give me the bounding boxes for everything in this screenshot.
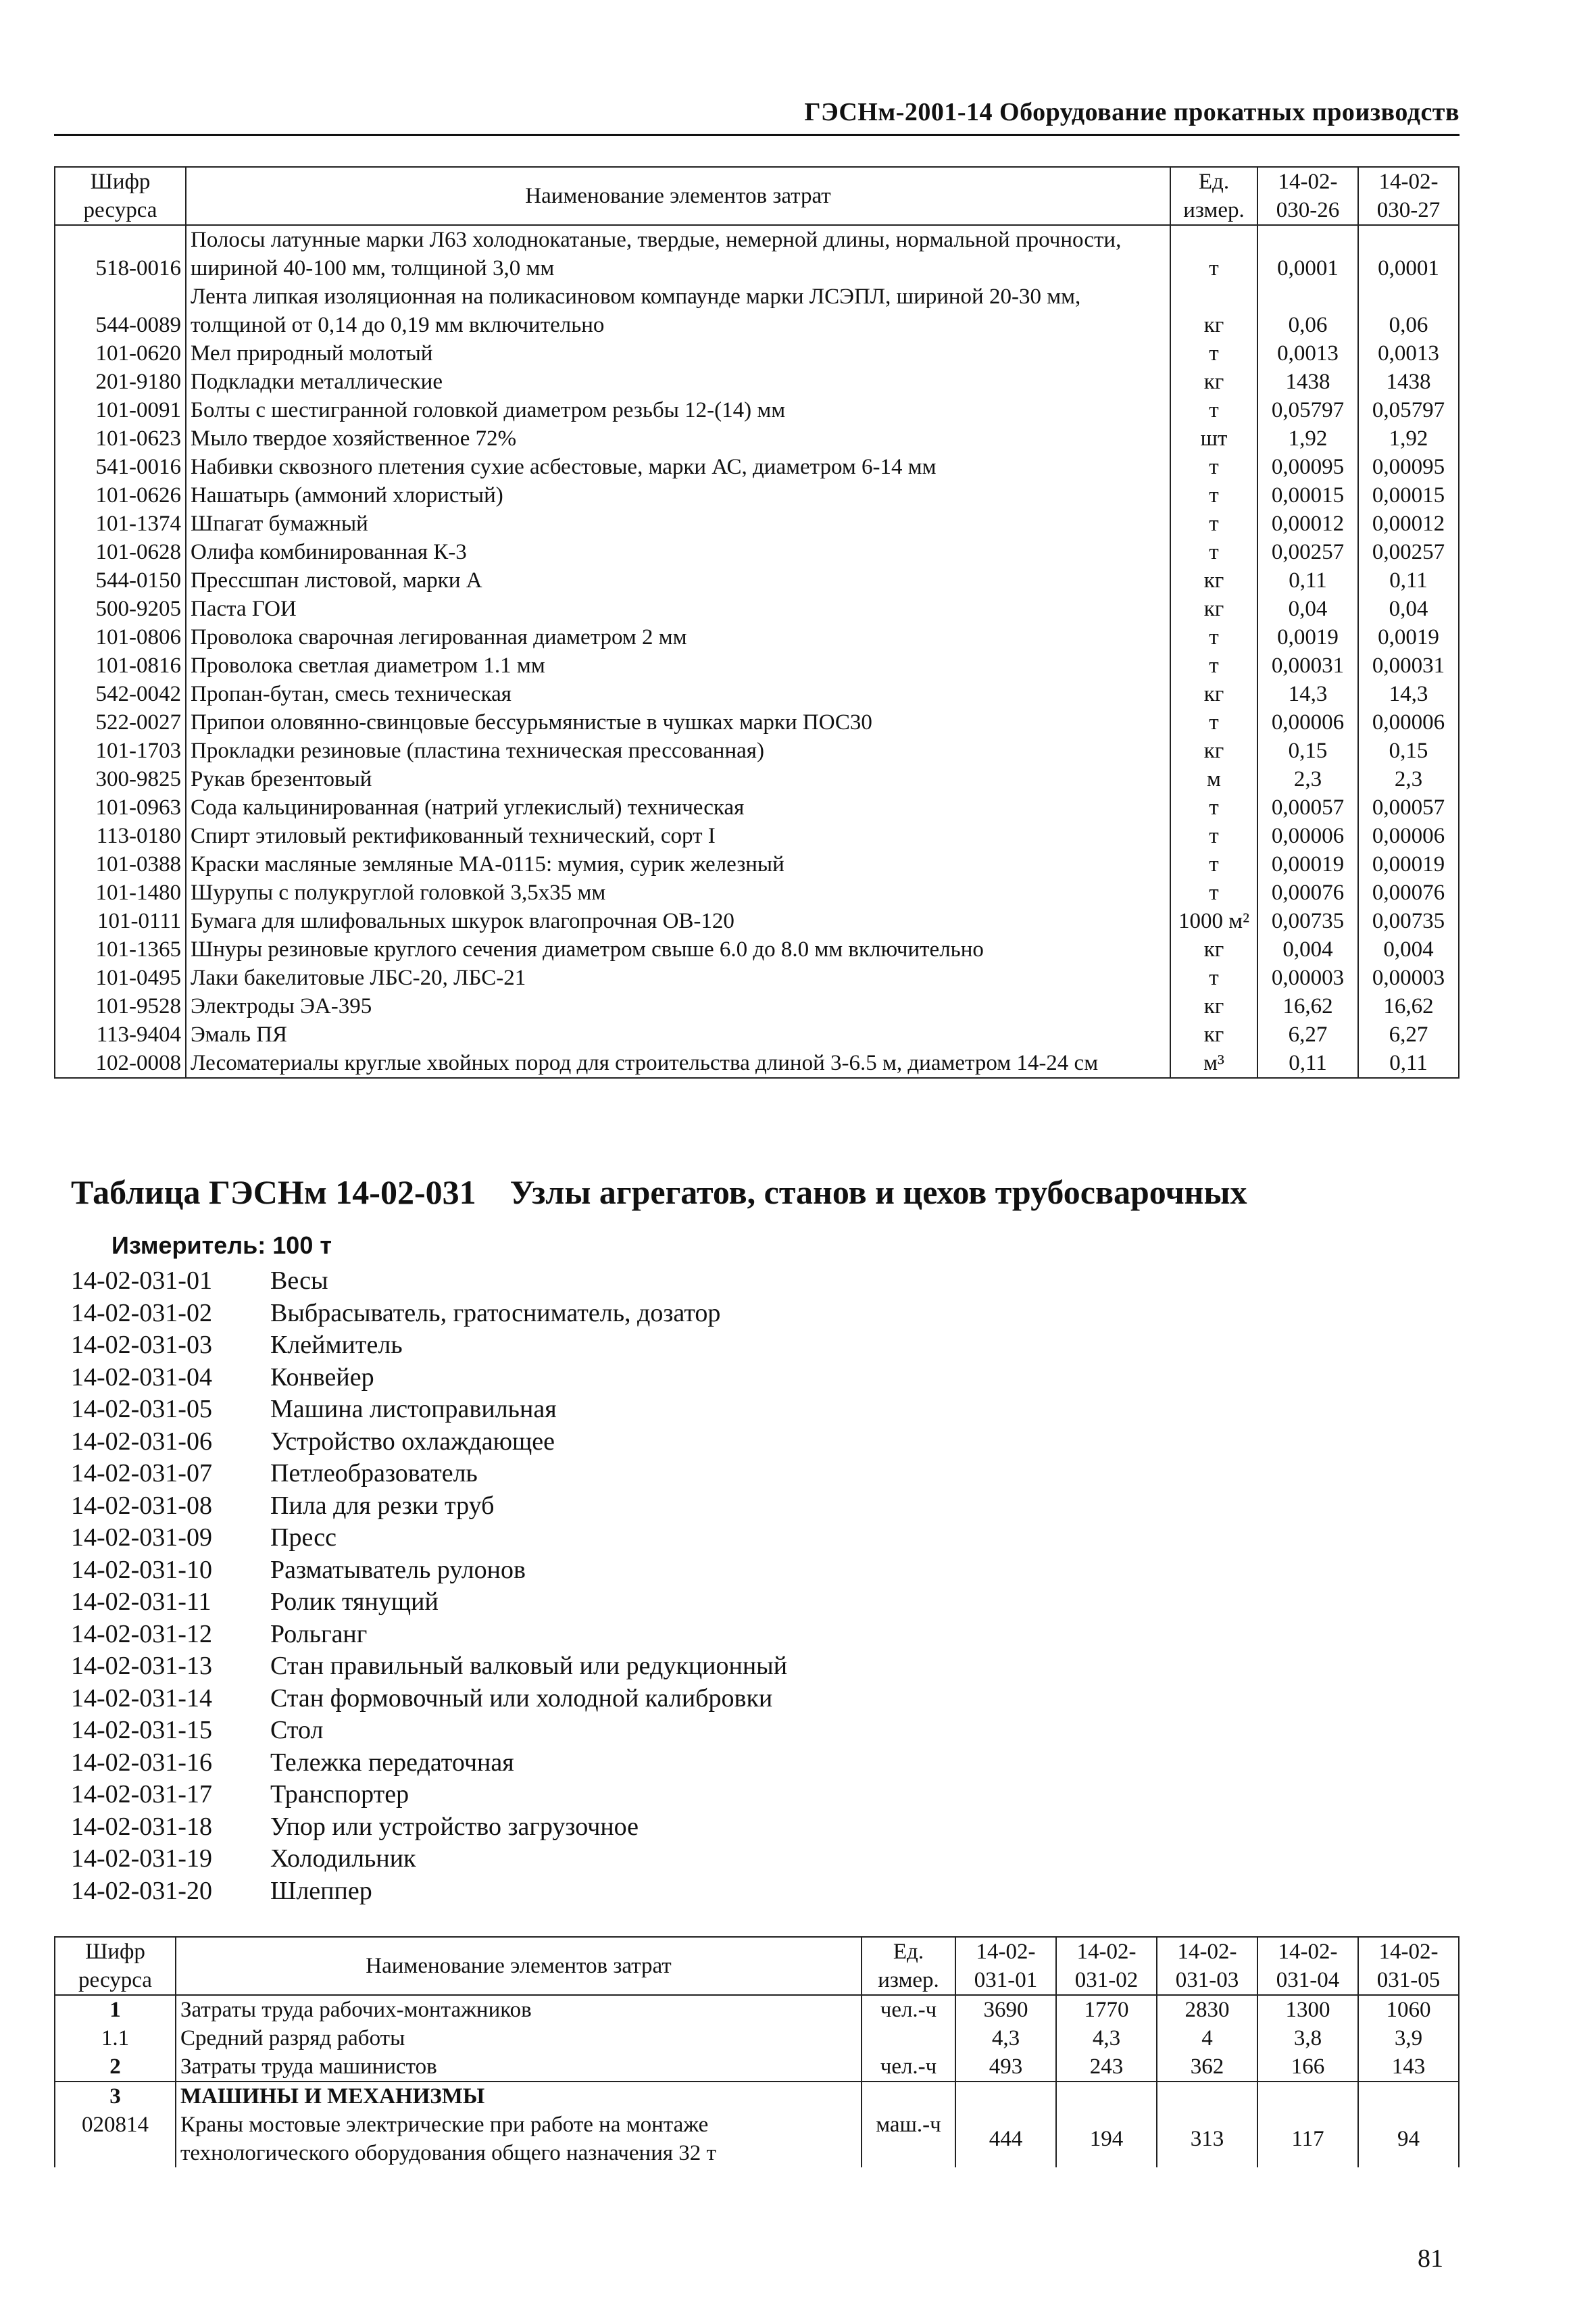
table-row bbox=[55, 1020, 1459, 1049]
cost-unit: чел.-ч bbox=[862, 1995, 955, 2024]
resource-unit: т bbox=[1170, 879, 1257, 907]
norm-code: 14-02-031-19 bbox=[71, 1844, 212, 1873]
value-030-26: 0,00006 bbox=[1257, 708, 1358, 737]
cost-value: 1300 bbox=[1257, 1995, 1358, 2024]
value-030-26: 0,0013 bbox=[1257, 339, 1358, 368]
norm-name: Устройство охлаждающее bbox=[270, 1427, 555, 1456]
norm-name: Пила для резки труб bbox=[270, 1491, 495, 1520]
list-item bbox=[71, 1650, 787, 1683]
value-030-27: 0,06 bbox=[1358, 282, 1459, 339]
norm-code: 14-02-031-08 bbox=[71, 1491, 212, 1520]
list-item bbox=[71, 1619, 787, 1651]
col-header-030-26: 14-02-030-26 bbox=[1257, 167, 1358, 225]
table-row bbox=[55, 964, 1459, 992]
cost-name: Краны мостовые электрические при работе на монтаже технологического оборудования общего назначения 32 т bbox=[176, 2111, 862, 2167]
col-header-name: Наименование элементов затрат bbox=[176, 1937, 862, 1995]
cost-name: Затраты труда рабочих-монтажников bbox=[176, 1995, 862, 2024]
norm-name: Упор или устройство загрузочное bbox=[270, 1812, 639, 1841]
col-header-name: Наименование элементов затрат bbox=[186, 167, 1170, 225]
norm-name: Разматыватель рулонов bbox=[270, 1555, 526, 1584]
resource-unit: кг bbox=[1170, 935, 1257, 964]
resources-table-030 bbox=[54, 166, 1460, 1079]
value-030-26: 0,00095 bbox=[1257, 453, 1358, 481]
table-row bbox=[55, 339, 1459, 368]
cost-name: Затраты труда машинистов bbox=[176, 2052, 862, 2082]
norm-code: 14-02-031-15 bbox=[71, 1716, 212, 1744]
cost-value: 166 bbox=[1257, 2052, 1358, 2082]
cost-value: 194 bbox=[1056, 2111, 1157, 2167]
list-item bbox=[71, 1298, 787, 1330]
norm-code: 14-02-031-06 bbox=[71, 1427, 212, 1456]
resource-unit: кг bbox=[1170, 1020, 1257, 1049]
value-030-27: 0,00006 bbox=[1358, 822, 1459, 850]
cost-unit: чел.-ч bbox=[862, 2052, 955, 2082]
value-030-26: 0,00031 bbox=[1257, 651, 1358, 680]
value-030-26: 0,00006 bbox=[1257, 822, 1358, 850]
norm-code: 14-02-031-10 bbox=[71, 1555, 212, 1584]
col-header-031-01: 14-02-031-01 bbox=[955, 1937, 1056, 1995]
resource-code: 101-0111 bbox=[55, 907, 186, 935]
resource-name: Шнуры резиновые круглого сечения диаметром свыше 6.0 до 8.0 мм включительно bbox=[186, 935, 1170, 964]
cost-name: Средний разряд работы bbox=[176, 2024, 862, 2052]
cost-value: 313 bbox=[1157, 2111, 1257, 2167]
value-030-27: 0,04 bbox=[1358, 595, 1459, 623]
cost-value: 444 bbox=[955, 2111, 1056, 2167]
value-030-26: 0,00015 bbox=[1257, 481, 1358, 510]
cost-name: МАШИНЫ И МЕХАНИЗМЫ bbox=[176, 2082, 862, 2111]
resource-name: Пропан-бутан, смесь техническая bbox=[186, 680, 1170, 708]
norm-name: Рольганг bbox=[270, 1619, 368, 1648]
col-header-031-02: 14-02-031-02 bbox=[1056, 1937, 1157, 1995]
cost-value bbox=[955, 2082, 1056, 2111]
table-row bbox=[55, 368, 1459, 396]
table-row bbox=[55, 907, 1459, 935]
norm-name: Тележка передаточная bbox=[270, 1748, 514, 1777]
value-030-27: 2,3 bbox=[1358, 765, 1459, 793]
norm-code: 14-02-031-04 bbox=[71, 1362, 212, 1392]
norm-name: Петлеобразователь bbox=[270, 1459, 478, 1487]
resource-unit: кг bbox=[1170, 680, 1257, 708]
resource-unit: кг bbox=[1170, 368, 1257, 396]
resource-name: Мел природный молотый bbox=[186, 339, 1170, 368]
value-030-26: 0,15 bbox=[1257, 737, 1358, 765]
list-item bbox=[71, 1586, 787, 1619]
resource-name: Олифа комбинированная К-3 bbox=[186, 538, 1170, 566]
list-item bbox=[71, 1329, 787, 1362]
col-header-unit: Ед. измер. bbox=[862, 1937, 955, 1995]
resource-unit: м³ bbox=[1170, 1049, 1257, 1078]
table-row bbox=[55, 566, 1459, 595]
table-number: Таблица ГЭСНм 14-02-031 bbox=[71, 1173, 476, 1211]
value-030-27: 0,00015 bbox=[1358, 481, 1459, 510]
resource-unit: т bbox=[1170, 793, 1257, 822]
col-header-031-05: 14-02-031-05 bbox=[1358, 1937, 1459, 1995]
table-row bbox=[55, 282, 1459, 339]
cost-code: 1.1 bbox=[55, 2024, 176, 2052]
value-030-27: 0,0001 bbox=[1358, 225, 1459, 282]
resource-name: Лента липкая изоляционная на поликасиновом компаунде марки ЛСЭПЛ, шириной 20-30 мм, толщиной от 0,14 до 0,19 мм включительно bbox=[186, 282, 1170, 339]
resource-code: 101-0091 bbox=[55, 396, 186, 424]
value-030-27: 0,00003 bbox=[1358, 964, 1459, 992]
cost-unit bbox=[862, 2082, 955, 2111]
cost-value bbox=[1257, 2082, 1358, 2111]
resource-code: 101-0626 bbox=[55, 481, 186, 510]
table-row bbox=[55, 424, 1459, 453]
value-030-26: 1,92 bbox=[1257, 424, 1358, 453]
value-030-26: 0,00003 bbox=[1257, 964, 1358, 992]
resource-code: 101-1703 bbox=[55, 737, 186, 765]
value-030-26: 1438 bbox=[1257, 368, 1358, 396]
list-item bbox=[71, 1747, 787, 1779]
table-row bbox=[55, 935, 1459, 964]
cost-value: 3690 bbox=[955, 1995, 1056, 2024]
value-030-26: 0,11 bbox=[1257, 566, 1358, 595]
norm-code: 14-02-031-03 bbox=[71, 1331, 212, 1359]
resource-name: Эмаль ПЯ bbox=[186, 1020, 1170, 1049]
cost-value: 2830 bbox=[1157, 1995, 1257, 2024]
resource-unit: т bbox=[1170, 964, 1257, 992]
norm-code: 14-02-031-07 bbox=[71, 1459, 212, 1487]
resource-code: 201-9180 bbox=[55, 368, 186, 396]
resource-name: Лесоматериалы круглые хвойных пород для строительства длиной 3-6.5 м, диаметром 14-24 см bbox=[186, 1049, 1170, 1078]
resource-name: Подкладки металлические bbox=[186, 368, 1170, 396]
resource-name: Лаки бакелитовые ЛБС-20, ЛБС-21 bbox=[186, 964, 1170, 992]
value-030-27: 1,92 bbox=[1358, 424, 1459, 453]
resource-code: 101-0495 bbox=[55, 964, 186, 992]
resource-code: 101-0620 bbox=[55, 339, 186, 368]
value-030-27: 0,00019 bbox=[1358, 850, 1459, 879]
norm-name: Ролик тянущий bbox=[270, 1587, 439, 1616]
list-item bbox=[71, 1715, 787, 1747]
resource-name: Болты с шестигранной головкой диаметром резьбы 12-(14) мм bbox=[186, 396, 1170, 424]
cost-value: 143 bbox=[1358, 2052, 1459, 2082]
table-row bbox=[55, 623, 1459, 651]
table-row bbox=[55, 793, 1459, 822]
value-030-26: 0,00012 bbox=[1257, 510, 1358, 538]
cost-value: 362 bbox=[1157, 2052, 1257, 2082]
resource-code: 500-9205 bbox=[55, 595, 186, 623]
resource-code: 101-9528 bbox=[55, 992, 186, 1020]
resource-unit: шт bbox=[1170, 424, 1257, 453]
table-row bbox=[55, 481, 1459, 510]
norm-name: Конвейер bbox=[270, 1362, 374, 1392]
value-030-27: 1438 bbox=[1358, 368, 1459, 396]
value-030-26: 0,05797 bbox=[1257, 396, 1358, 424]
value-030-27: 0,00095 bbox=[1358, 453, 1459, 481]
resource-unit: т bbox=[1170, 538, 1257, 566]
resource-unit: кг bbox=[1170, 595, 1257, 623]
value-030-26: 16,62 bbox=[1257, 992, 1358, 1020]
list-item bbox=[71, 1458, 787, 1490]
cost-value: 94 bbox=[1358, 2111, 1459, 2167]
resource-name: Прессшпан листовой, марки А bbox=[186, 566, 1170, 595]
norm-code: 14-02-031-17 bbox=[71, 1780, 212, 1808]
norm-code: 14-02-031-09 bbox=[71, 1523, 212, 1552]
resource-code: 101-1374 bbox=[55, 510, 186, 538]
col-header-code: Шифр ресурса bbox=[55, 167, 186, 225]
resource-name: Паста ГОИ bbox=[186, 595, 1170, 623]
table-row bbox=[55, 2082, 1459, 2111]
resource-unit: 1000 м² bbox=[1170, 907, 1257, 935]
value-030-26: 0,06 bbox=[1257, 282, 1358, 339]
resource-unit: т bbox=[1170, 510, 1257, 538]
resource-name: Мыло твердое хозяйственное 72% bbox=[186, 424, 1170, 453]
cost-code: 2 bbox=[55, 2052, 176, 2082]
resource-unit: т bbox=[1170, 396, 1257, 424]
cost-value bbox=[1056, 2082, 1157, 2111]
resource-code: 544-0150 bbox=[55, 566, 186, 595]
resource-name: Бумага для шлифовальных шкурок влагопрочная ОВ-120 bbox=[186, 907, 1170, 935]
value-030-27: 14,3 bbox=[1358, 680, 1459, 708]
table-row bbox=[55, 1995, 1459, 2024]
list-item bbox=[71, 1490, 787, 1523]
table-row bbox=[55, 680, 1459, 708]
value-030-26: 0,0019 bbox=[1257, 623, 1358, 651]
resource-code: 101-1365 bbox=[55, 935, 186, 964]
value-030-26: 0,0001 bbox=[1257, 225, 1358, 282]
resource-code: 101-0623 bbox=[55, 424, 186, 453]
norm-code: 14-02-031-20 bbox=[71, 1876, 212, 1905]
norm-code: 14-02-031-02 bbox=[71, 1298, 212, 1327]
value-030-27: 16,62 bbox=[1358, 992, 1459, 1020]
norm-code: 14-02-031-16 bbox=[71, 1748, 212, 1777]
norm-name: Стан формовочный или холодной калибровки bbox=[270, 1683, 773, 1713]
resource-code: 101-0628 bbox=[55, 538, 186, 566]
norm-code: 14-02-031-14 bbox=[71, 1683, 212, 1713]
resource-code: 542-0042 bbox=[55, 680, 186, 708]
resource-unit: кг bbox=[1170, 566, 1257, 595]
col-header-030-27: 14-02-030-27 bbox=[1358, 167, 1459, 225]
list-item bbox=[71, 1426, 787, 1458]
value-030-27: 0,05797 bbox=[1358, 396, 1459, 424]
resource-code: 101-1480 bbox=[55, 879, 186, 907]
norm-name: Холодильник bbox=[270, 1844, 416, 1873]
resource-code: 544-0089 bbox=[55, 282, 186, 339]
resource-code: 102-0008 bbox=[55, 1049, 186, 1078]
resource-name: Проволока светлая диаметром 1.1 мм bbox=[186, 651, 1170, 680]
resource-code: 113-0180 bbox=[55, 822, 186, 850]
norm-name: Транспортер bbox=[270, 1780, 409, 1808]
norm-name: Стан правильный валковый или редукционный bbox=[270, 1652, 788, 1680]
value-030-27: 0,004 bbox=[1358, 935, 1459, 964]
norm-code: 14-02-031-12 bbox=[71, 1619, 212, 1648]
list-item bbox=[71, 1394, 787, 1426]
resource-unit: кг bbox=[1170, 992, 1257, 1020]
cost-unit bbox=[862, 2024, 955, 2052]
norm-code: 14-02-031-13 bbox=[71, 1652, 212, 1680]
resource-name: Спирт этиловый ректификованный технический, сорт I bbox=[186, 822, 1170, 850]
cost-code: 020814 bbox=[55, 2111, 176, 2167]
cost-value: 3,8 bbox=[1257, 2024, 1358, 2052]
norm-code: 14-02-031-01 bbox=[71, 1266, 212, 1295]
resource-name: Электроды ЭА-395 bbox=[186, 992, 1170, 1020]
value-030-26: 0,004 bbox=[1257, 935, 1358, 964]
table-row bbox=[55, 538, 1459, 566]
list-item bbox=[71, 1362, 787, 1394]
value-030-27: 0,00031 bbox=[1358, 651, 1459, 680]
list-item bbox=[71, 1811, 787, 1844]
value-030-27: 0,00012 bbox=[1358, 510, 1459, 538]
resource-name: Шурупы с полукруглой головкой 3,5х35 мм bbox=[186, 879, 1170, 907]
resource-unit: кг bbox=[1170, 737, 1257, 765]
value-030-26: 0,04 bbox=[1257, 595, 1358, 623]
cost-value: 117 bbox=[1257, 2111, 1358, 2167]
resource-name: Сода кальцинированная (натрий углекислый) техническая bbox=[186, 793, 1170, 822]
resource-unit: т bbox=[1170, 822, 1257, 850]
cost-value: 493 bbox=[955, 2052, 1056, 2082]
norm-name: Выбрасыватель, гратосниматель, дозатор bbox=[270, 1298, 721, 1327]
col-header-code: Шифр ресурса bbox=[55, 1937, 176, 1995]
table-row bbox=[55, 651, 1459, 680]
resource-unit: т bbox=[1170, 339, 1257, 368]
cost-value bbox=[1157, 2082, 1257, 2111]
value-030-26: 0,00019 bbox=[1257, 850, 1358, 879]
table-row bbox=[55, 453, 1459, 481]
list-item bbox=[71, 1522, 787, 1554]
cost-value: 3,9 bbox=[1358, 2024, 1459, 2052]
cost-value: 1770 bbox=[1056, 1995, 1157, 2024]
resource-name: Рукав брезентовый bbox=[186, 765, 1170, 793]
table-row bbox=[55, 2024, 1459, 2052]
resource-code: 522-0027 bbox=[55, 708, 186, 737]
running-header-title: ГЭСНм-2001-14 Оборудование прокатных производств bbox=[804, 98, 1460, 126]
norm-name: Шлеппер bbox=[270, 1876, 372, 1905]
value-030-27: 0,11 bbox=[1358, 566, 1459, 595]
cost-table-031 bbox=[54, 1936, 1460, 2167]
resource-unit: т bbox=[1170, 708, 1257, 737]
value-030-26: 2,3 bbox=[1257, 765, 1358, 793]
cost-unit: маш.-ч bbox=[862, 2111, 955, 2167]
value-030-27: 0,00057 bbox=[1358, 793, 1459, 822]
list-item bbox=[71, 1843, 787, 1875]
resource-name: Полосы латунные марки Л63 холоднокатаные, твердые, немерной длины, нормальной прочности, шириной 40-100 мм, толщиной 3,0 мм bbox=[186, 225, 1170, 282]
resource-unit: т bbox=[1170, 850, 1257, 879]
resource-name: Проволока сварочная легированная диаметром 2 мм bbox=[186, 623, 1170, 651]
value-030-27: 0,0019 bbox=[1358, 623, 1459, 651]
list-item bbox=[71, 1265, 787, 1298]
value-030-26: 0,00735 bbox=[1257, 907, 1358, 935]
running-header bbox=[54, 93, 1460, 136]
cost-value: 4,3 bbox=[1056, 2024, 1157, 2052]
value-030-26: 14,3 bbox=[1257, 680, 1358, 708]
table-row bbox=[55, 510, 1459, 538]
resource-code: 101-0388 bbox=[55, 850, 186, 879]
list-item bbox=[71, 1683, 787, 1715]
value-030-26: 0,00057 bbox=[1257, 793, 1358, 822]
cost-value bbox=[1358, 2082, 1459, 2111]
resource-unit: т bbox=[1170, 623, 1257, 651]
table-row bbox=[55, 2052, 1459, 2082]
resource-code: 113-9404 bbox=[55, 1020, 186, 1049]
resource-unit: кг bbox=[1170, 282, 1257, 339]
norm-name: Весы bbox=[270, 1266, 328, 1295]
measure-unit: Измеритель: 100 т bbox=[111, 1231, 332, 1259]
table-row bbox=[55, 1049, 1459, 1078]
resource-name: Припои оловянно-свинцовые бессурьмянистые в чушках марки ПОС30 bbox=[186, 708, 1170, 737]
resource-code: 101-0963 bbox=[55, 793, 186, 822]
value-030-27: 0,00257 bbox=[1358, 538, 1459, 566]
resource-code: 101-0806 bbox=[55, 623, 186, 651]
table-row bbox=[55, 822, 1459, 850]
norm-code: 14-02-031-11 bbox=[71, 1587, 211, 1616]
table-row bbox=[55, 879, 1459, 907]
norm-name: Клеймитель bbox=[270, 1331, 403, 1359]
table-row bbox=[55, 737, 1459, 765]
cost-value: 1060 bbox=[1358, 1995, 1459, 2024]
norm-name: Пресс bbox=[270, 1523, 336, 1552]
resource-code: 300-9825 bbox=[55, 765, 186, 793]
cost-code: 3 bbox=[55, 2082, 176, 2111]
value-030-26: 0,00257 bbox=[1257, 538, 1358, 566]
norm-name: Стол bbox=[270, 1716, 324, 1744]
resource-code: 541-0016 bbox=[55, 453, 186, 481]
cost-value: 243 bbox=[1056, 2052, 1157, 2082]
table-row bbox=[55, 595, 1459, 623]
value-030-26: 6,27 bbox=[1257, 1020, 1358, 1049]
resource-name: Шпагат бумажный bbox=[186, 510, 1170, 538]
resource-name: Набивки сквозного плетения сухие асбестовые, марки АС, диаметром 6-14 мм bbox=[186, 453, 1170, 481]
resource-name: Прокладки резиновые (пластина техническая прессованная) bbox=[186, 737, 1170, 765]
list-item bbox=[71, 1875, 787, 1908]
value-030-27: 0,0013 bbox=[1358, 339, 1459, 368]
list-item bbox=[71, 1554, 787, 1587]
value-030-27: 0,11 bbox=[1358, 1049, 1459, 1078]
norm-name: Машина листоправильная bbox=[270, 1395, 557, 1423]
table-title bbox=[71, 1173, 1247, 1212]
value-030-26: 0,11 bbox=[1257, 1049, 1358, 1078]
norm-code: 14-02-031-05 bbox=[71, 1395, 212, 1423]
resource-name: Нашатырь (аммоний хлористый) bbox=[186, 481, 1170, 510]
resource-code: 518-0016 bbox=[55, 225, 186, 282]
value-030-27: 0,00076 bbox=[1358, 879, 1459, 907]
table-row bbox=[55, 708, 1459, 737]
resource-unit: т bbox=[1170, 481, 1257, 510]
table-row bbox=[55, 225, 1459, 282]
table-row bbox=[55, 992, 1459, 1020]
list-item bbox=[71, 1779, 787, 1811]
value-030-27: 0,00006 bbox=[1358, 708, 1459, 737]
resource-unit: т bbox=[1170, 651, 1257, 680]
resource-unit: м bbox=[1170, 765, 1257, 793]
value-030-27: 6,27 bbox=[1358, 1020, 1459, 1049]
table-row bbox=[55, 396, 1459, 424]
resource-unit: т bbox=[1170, 225, 1257, 282]
value-030-27: 0,15 bbox=[1358, 737, 1459, 765]
value-030-26: 0,00076 bbox=[1257, 879, 1358, 907]
table-row bbox=[55, 2111, 1459, 2167]
cost-value: 4,3 bbox=[955, 2024, 1056, 2052]
cost-code: 1 bbox=[55, 1995, 176, 2024]
value-030-27: 0,00735 bbox=[1358, 907, 1459, 935]
table-subtitle: Узлы агрегатов, станов и цехов трубосварочных bbox=[509, 1173, 1247, 1211]
resource-code: 101-0816 bbox=[55, 651, 186, 680]
col-header-031-04: 14-02-031-04 bbox=[1257, 1937, 1358, 1995]
norm-code: 14-02-031-18 bbox=[71, 1812, 212, 1841]
cost-value: 4 bbox=[1157, 2024, 1257, 2052]
page-number: 81 bbox=[1418, 2244, 1443, 2273]
resource-name: Краски масляные земляные МА-0115: мумия, сурик железный bbox=[186, 850, 1170, 879]
table-row bbox=[55, 765, 1459, 793]
col-header-unit: Ед. измер. bbox=[1170, 167, 1257, 225]
col-header-031-03: 14-02-031-03 bbox=[1157, 1937, 1257, 1995]
table-row bbox=[55, 850, 1459, 879]
norm-list bbox=[71, 1265, 787, 1907]
resource-unit: т bbox=[1170, 453, 1257, 481]
